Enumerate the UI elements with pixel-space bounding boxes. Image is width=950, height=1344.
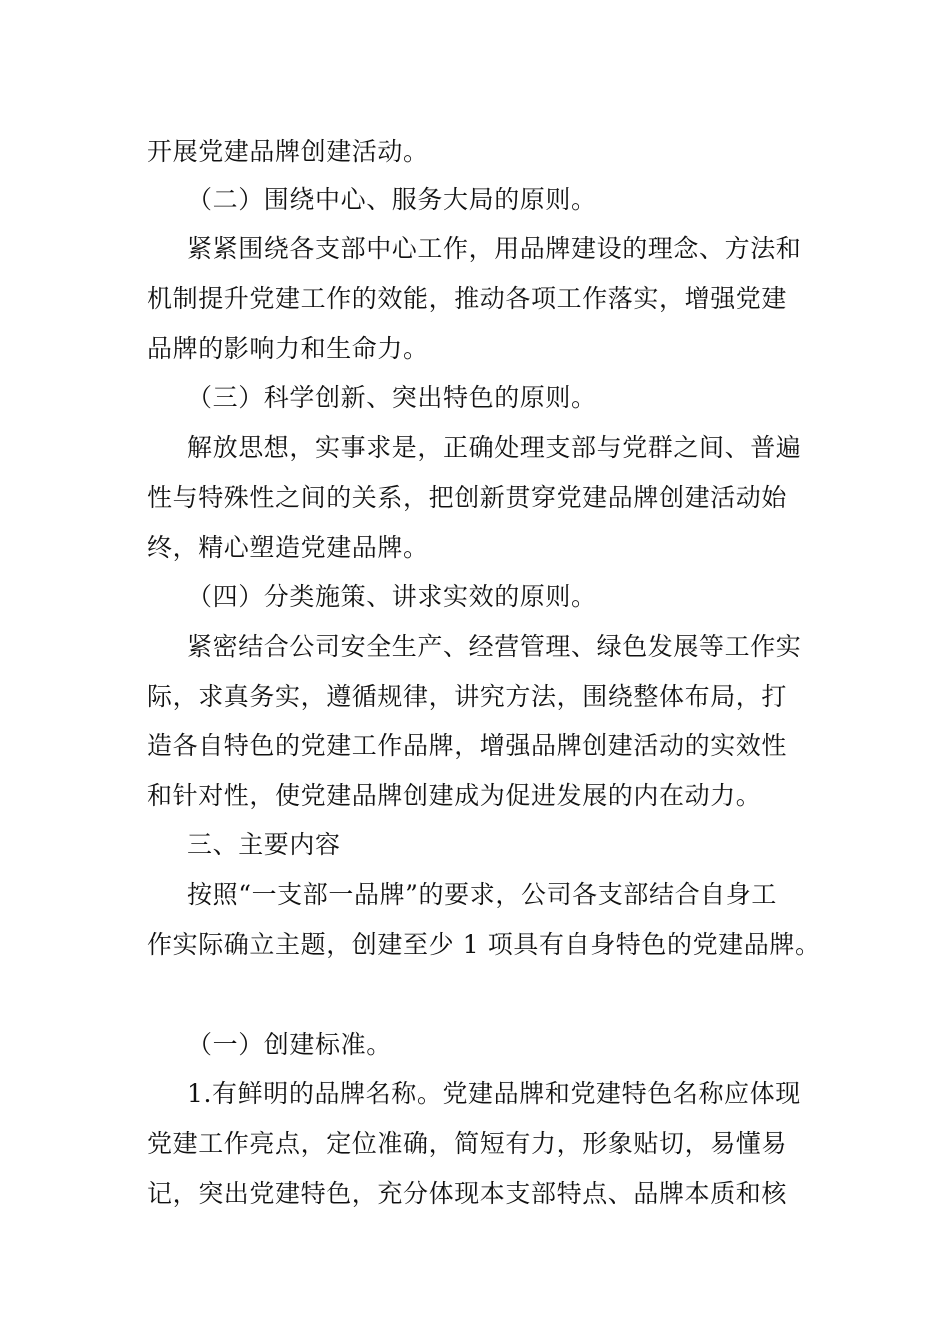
text-line-17: 作实际确立主题，创建至少 1 项具有自身特色的党建品牌。 — [147, 930, 821, 959]
text-line-4: 机制提升党建工作的效能，推动各项工作落实，增强党建 — [147, 284, 788, 313]
section-heading-4: （四）分类施策、讲求实效的原则。 — [187, 582, 597, 611]
section-heading-3: （三）科学创新、突出特色的原则。 — [187, 383, 597, 412]
text-line-19: 1.有鲜明的品牌名称。党建品牌和党建特色名称应体现 — [187, 1079, 801, 1108]
text-line-11: 紧密结合公司安全生产、经营管理、绿色发展等工作实 — [187, 632, 802, 661]
chapter-heading-main-content: 三、主要内容 — [187, 830, 341, 859]
text-line-14: 和针对性，使党建品牌创建成为促进发展的内在动力。 — [147, 781, 762, 810]
section-heading-standards: （一）创建标准。 — [187, 1030, 392, 1059]
text-line-13: 造各自特色的党建工作品牌，增强品牌创建活动的实效性 — [147, 731, 788, 760]
text-line-20: 党建工作亮点，定位准确，简短有力，形象贴切，易懂易 — [147, 1129, 788, 1158]
section-heading-2: （二）围绕中心、服务大局的原则。 — [187, 185, 597, 214]
text-line-12: 际，求真务实，遵循规律，讲究方法，围绕整体布局，打 — [147, 682, 788, 711]
text-line-8: 性与特殊性之间的关系，把创新贯穿党建品牌创建活动始 — [147, 483, 788, 512]
text-line-3: 紧紧围绕各支部中心工作，用品牌建设的理念、方法和 — [187, 234, 802, 263]
text-line-5: 品牌的影响力和生命力。 — [147, 334, 429, 363]
text-line-7: 解放思想，实事求是，正确处理支部与党群之间、普遍 — [187, 433, 802, 462]
text-line-21: 记，突出党建特色，充分体现本支部特点、品牌本质和核 — [147, 1179, 788, 1208]
text-line-16: 按照“一支部一品牌”的要求，公司各支部结合自身工 — [187, 880, 777, 909]
text-line-9: 终，精心塑造党建品牌。 — [147, 533, 429, 562]
text-line-1: 开展党建品牌创建活动。 — [147, 137, 429, 166]
